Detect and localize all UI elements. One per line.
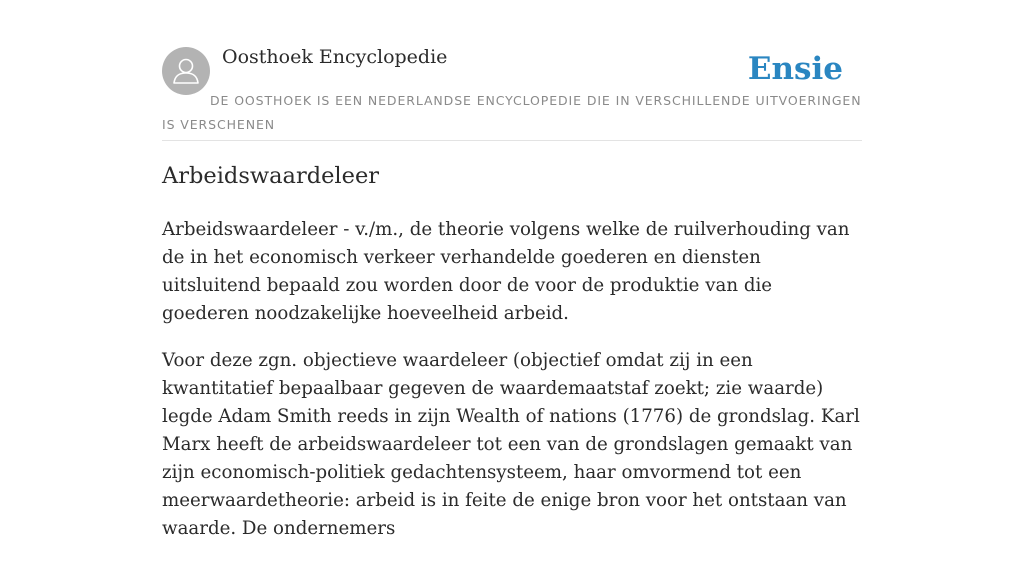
- user-icon[interactable]: [162, 47, 210, 95]
- source-name-link[interactable]: Oosthoek Encyclopedie: [222, 46, 448, 68]
- brand-logo[interactable]: Ensie: [747, 51, 843, 87]
- article-body: [162, 216, 862, 562]
- avatar-user-icon: [162, 47, 210, 95]
- article-title: Arbeidswaardeleer: [162, 163, 380, 189]
- page-container: [162, 0, 862, 539]
- source-header: [162, 0, 862, 141]
- article-paragraph: Arbeidswaardeleer - v./m., de theorie volgens welke de ruilverhouding van de in het economisch verkeer verhandelde goederen en diensten uitsluitend bepaald zou worden door de voor de produktie van die goederen noodzakelijke hoeveelheid arbeid.: [162, 219, 850, 324]
- article-paragraph: Voor deze zgn. objectieve waardeleer (objectief omdat zij in een kwantitatief bepaalbaar gegeven de waardemaatstaf zoekt; zie waarde) legde Adam Smith reeds in zijn Wealth of nations (1776) de grondslag. Karl Marx heeft de arbeidswaardeleer tot een van de grondslagen gemaakt van zijn economisch-politiek gedachtensysteem, haar omvormend tot een meerwaardetheorie: arbeid is in feite de enige bron voor het ontstaan van waarde. De ondernemers: [162, 350, 860, 539]
- source-tagline: DE OOSTHOEK IS EEN NEDERLANDSE ENCYCLOPEDIE DIE IN VERSCHILLENDE UITVOERINGEN IS VERSCHENEN: [162, 93, 862, 132]
